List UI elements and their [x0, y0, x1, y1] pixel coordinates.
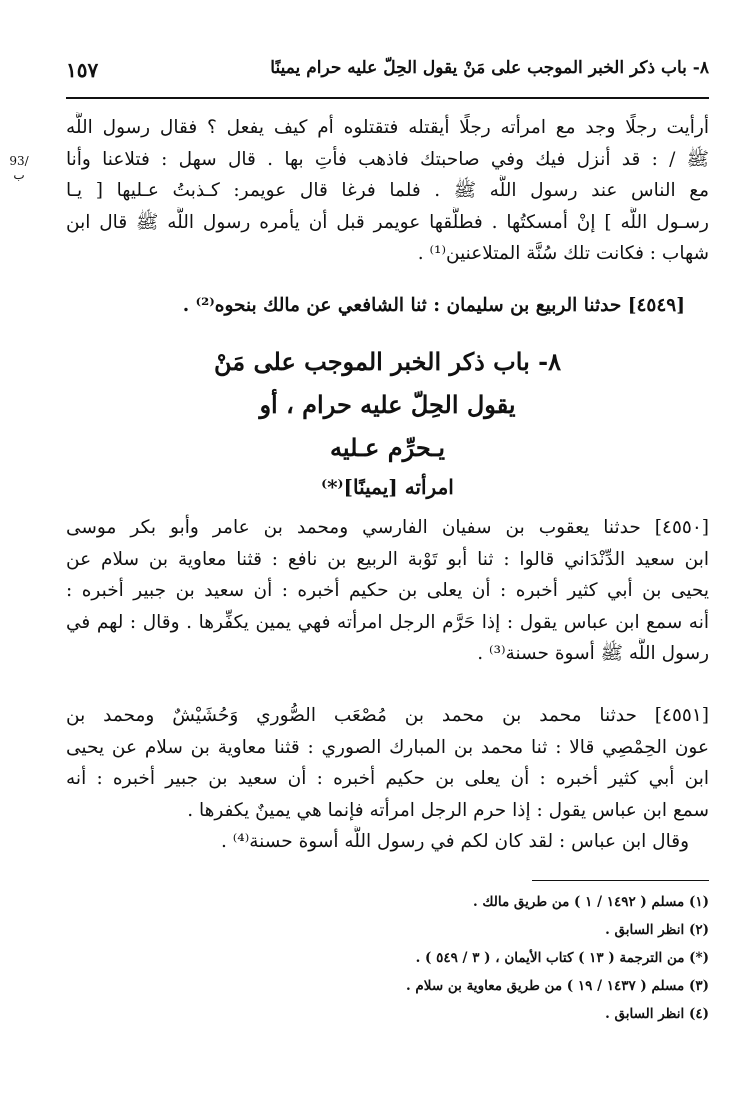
text-line: أنه سمع ابن عباس يقول : إذا حَرَّم الرجل امرأته فهي يمين يكفِّرها . وقال : لهم في	[66, 611, 709, 633]
footnote-divider	[532, 880, 709, 881]
chapter-heading-line: يقول الحِلّ عليه حرام ، أو	[259, 390, 516, 419]
chapter-heading-line: يـحرِّم عـليه	[329, 433, 446, 462]
page-number: ١٥٧	[66, 58, 99, 82]
text-line: رسـول اللَّه ] إنْ أمسكتُها . فطلَّقها عويمر قبل أن يأمره رسول اللَّه ﷺ قال ابن	[66, 211, 709, 233]
text-line: ابن سعيد الدِّنْدَاني قالوا : ثنا أبو تَوْبة الربيع بن نافع : قثنا معاوية بن سلام عن	[66, 548, 709, 570]
text-line: مع الناس عند رسول اللَّه ﷺ . فلما فرغا قال عويمر: كـذبتُ عـليها [ يـا	[66, 180, 709, 201]
footnotes	[66, 888, 709, 1028]
text-line: أرأيت رجلًا وجد مع امرأته رجلًا أيقتله فتقتلوه أم كيف يفعل ؟ فقال رسول اللَّه	[66, 117, 709, 138]
header-divider	[66, 97, 709, 99]
text-line: سمع ابن عباس يقول : إذا حرم الرجل امرأته فإنما هي يمينٌ يكفرها .	[187, 799, 709, 821]
chapter-heading-line: ٨- باب ذكر الخبر الموجب على مَنْ	[214, 347, 561, 376]
margin-folio-note: 93/ب	[9, 154, 29, 182]
text-line: عون الحِمْصِي قالا : ثنا محمد بن المبارك الصوري : قثنا معاوية بن سلام عن يحيى	[66, 736, 709, 758]
text-line: ابن أبي كثير أخبره : أن يعلى بن حكيم أخبره : أن سعيد بن جبير أخبره : أنه	[66, 768, 709, 789]
text-line: شهاب : فكانت تلك سُنَّة المتلاعنين⁽¹⁾ .	[417, 243, 709, 264]
running-title: ٨- باب ذكر الخبر الموجب على مَنْ يقول الحِلّ عليه حرام يمينًا	[270, 58, 709, 78]
page-header	[66, 54, 709, 94]
chapter-heading-line: امرأته [يمينًا]⁽*⁾	[321, 475, 454, 499]
chapter-heading	[66, 340, 709, 505]
footnote: (٣) مسلم ( ١٤٣٧ / ١٩ ) من طريق معاوية بن سلام .	[406, 978, 709, 994]
paragraph-continuation	[66, 112, 709, 270]
hadith-4549	[66, 290, 685, 322]
hadith-4551	[66, 700, 709, 858]
text-line: يحيى بن أبي كثير أخبره : أن يعلى بن حكيم أخبره : أن سعيد بن جبير أخبره :	[66, 580, 709, 601]
text-line: [٤٥٥١] حدثنا محمد بن محمد بن مُصْعَب الصُّوري وَحُشَيْشٌ ومحمد بن	[66, 705, 709, 726]
text-line: ﷺ / : قد أنزل فيك وفي صاحبتك فاذهب فأتِ بها . قال سهل : فتلاعنا وأنا	[66, 148, 709, 170]
text-line: رسول اللَّه ﷺ أسوة حسنة⁽³⁾ .	[477, 643, 709, 664]
text-line: وقال ابن عباس : لقد كان لكم في رسول اللَّه أسوة حسنة⁽⁴⁾ .	[220, 831, 689, 852]
text-line: [٤٥٥٠] حدثنا يعقوب بن سفيان الفارسي ومحمد بن عامر وأبو بكر موسى	[66, 517, 709, 538]
footnote: (١) مسلم ( ١٤٩٢ / ١ ) من طريق مالك .	[472, 894, 709, 910]
footnote: (٤) انظر السابق .	[605, 1006, 709, 1022]
footnote: (*) من الترجمة ( ١٣ ) كتاب الأيمان ، ( ٣ / ٥٤٩ ) .	[415, 950, 709, 966]
hadith-4550	[66, 512, 709, 670]
footnote: (٢) انظر السابق .	[605, 922, 709, 938]
text-line: [٤٥٤٩] حدثنا الربيع بن سليمان : ثنا الشافعي عن مالك بنحوه⁽²⁾ .	[182, 295, 685, 316]
